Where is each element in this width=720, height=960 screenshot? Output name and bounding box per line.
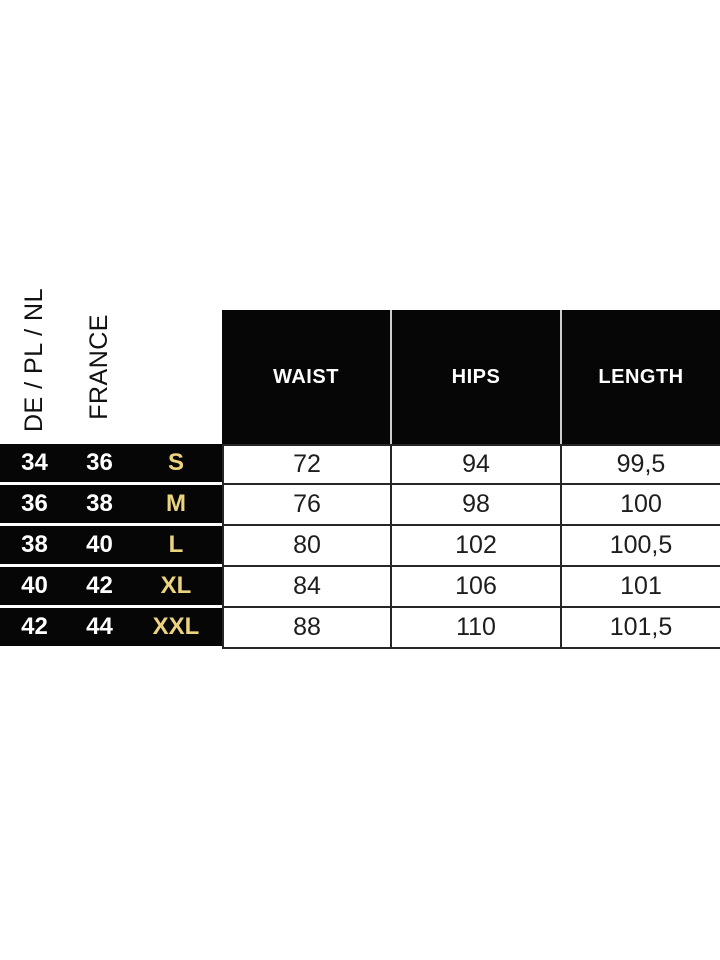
cell-length-m: 100 xyxy=(560,485,720,526)
cell-hips-s: 94 xyxy=(390,444,560,485)
cell-de-s: 34 xyxy=(0,444,69,485)
header-france-label: FRANCE xyxy=(85,314,113,420)
cell-waist-xxl: 88 xyxy=(222,608,390,649)
cell-waist-l: 80 xyxy=(222,526,390,567)
cell-fr-xl: 42 xyxy=(69,567,130,608)
header-de-pl-nl xyxy=(0,287,69,444)
header-hips: HIPS xyxy=(390,310,560,444)
header-length: LENGTH xyxy=(560,310,720,444)
cell-size-xl: XL xyxy=(130,567,222,608)
cell-length-xl: 101 xyxy=(560,567,720,608)
cell-size-s: S xyxy=(130,444,222,485)
cell-length-l: 100,5 xyxy=(560,526,720,567)
cell-fr-s: 36 xyxy=(69,444,130,485)
cell-de-m: 36 xyxy=(0,485,69,526)
cell-de-xl: 40 xyxy=(0,567,69,608)
cell-waist-xl: 84 xyxy=(222,567,390,608)
cell-fr-m: 38 xyxy=(69,485,130,526)
cell-de-l: 38 xyxy=(0,526,69,567)
cell-size-l: L xyxy=(130,526,222,567)
cell-fr-l: 40 xyxy=(69,526,130,567)
size-chart-table xyxy=(0,287,720,649)
cell-size-m: M xyxy=(130,485,222,526)
cell-length-xxl: 101,5 xyxy=(560,608,720,649)
cell-waist-s: 72 xyxy=(222,444,390,485)
cell-hips-xxl: 110 xyxy=(390,608,560,649)
cell-hips-l: 102 xyxy=(390,526,560,567)
header-de-pl-nl-label: DE / PL / NL xyxy=(20,287,48,432)
header-france xyxy=(69,290,130,444)
cell-size-xxl: XXL xyxy=(130,608,222,649)
cell-length-s: 99,5 xyxy=(560,444,720,485)
cell-waist-m: 76 xyxy=(222,485,390,526)
header-size-empty xyxy=(130,290,222,444)
cell-de-xxl: 42 xyxy=(0,608,69,649)
cell-hips-m: 98 xyxy=(390,485,560,526)
header-waist: WAIST xyxy=(222,310,390,444)
cell-hips-xl: 106 xyxy=(390,567,560,608)
cell-fr-xxl: 44 xyxy=(69,608,130,649)
